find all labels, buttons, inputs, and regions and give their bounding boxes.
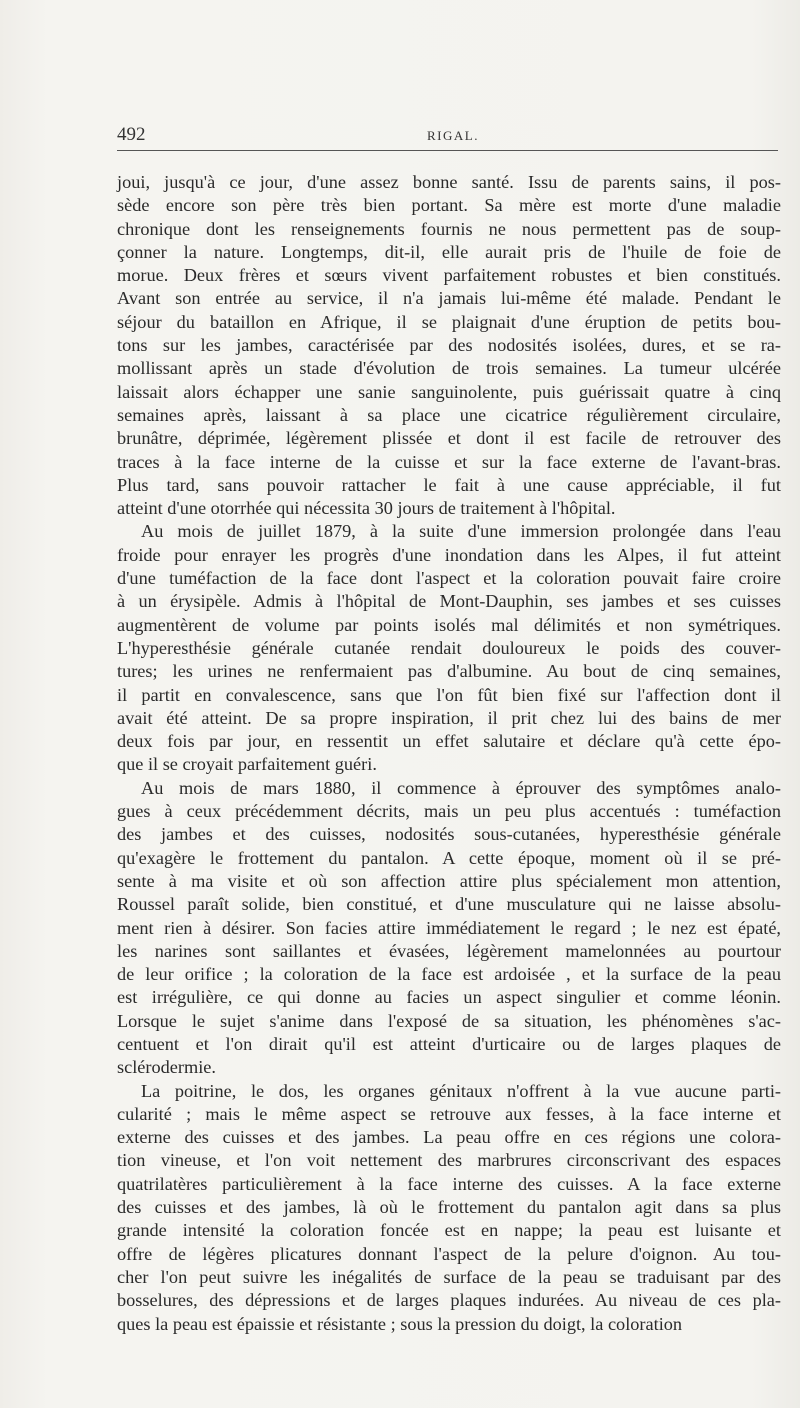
text-line: atteint d'une otorrhée qui nécessita 30 jours de traitement à l'hôpital. bbox=[117, 498, 616, 519]
body-text bbox=[117, 171, 781, 1336]
text-line: centuent et l'on dirait qu'il est atteint d'urticaire ou de larges plaques de bbox=[117, 1033, 781, 1054]
text-line: laissait alors échapper une sanie sanguinolente, puis guérissait quatre à cinq bbox=[117, 381, 781, 402]
text-line: sède encore son père très bien portant. Sa mère est morte d'une maladie bbox=[117, 195, 781, 216]
text-line: de leur orifice ; la coloration de la face est ardoisée , et la surface de la peau bbox=[117, 964, 781, 985]
text-line: joui, jusqu'à ce jour, d'une assez bonne santé. Issu de parents sains, il pos- bbox=[117, 172, 781, 192]
text-line: brunâtre, déprimée, légèrement plissée et dont il est facile de retrouver des bbox=[117, 428, 781, 449]
text-line: les narines sont saillantes et évasées, légèrement mamelonnées au pourtour bbox=[117, 940, 781, 961]
text-line: mollissant après un stade d'évolution de trois semaines. La tumeur ulcérée bbox=[117, 358, 781, 379]
text-line: deux fois par jour, en ressentit un effet salutaire et déclare qu'à cette épo- bbox=[117, 731, 781, 752]
text-line: tures; les urines ne renfermaient pas d'albumine. Au bout de cinq semaines, bbox=[117, 661, 781, 682]
text-line: Avant son entrée au service, il n'a jamais lui-même été malade. Pendant le bbox=[117, 288, 781, 309]
text-line: traces à la face interne de la cuisse et sur la face externe de l'avant-bras. bbox=[117, 451, 781, 472]
text-line: est irrégulière, ce qui donne au facies un aspect singulier et comme léonin. bbox=[117, 987, 781, 1008]
text-line: Au mois de mars 1880, il commence à éprouver des symptômes analo- bbox=[141, 777, 781, 798]
text-line: La poitrine, le dos, les organes génitaux n'offrent à la vue aucune parti- bbox=[141, 1080, 781, 1101]
text-line: ques la peau est épaissie et résistante ; sous la pression du doigt, la coloration bbox=[117, 1313, 683, 1334]
text-line: à un érysipèle. Admis à l'hôpital de Mont-Dauphin, ses jambes et ses cuisses bbox=[117, 591, 781, 612]
text-line: bosselures, des dépressions et de larges plaques indurées. Au niveau de ces pla- bbox=[117, 1290, 781, 1311]
paragraph bbox=[117, 171, 781, 520]
text-line: semaines après, laissant à sa place une cicatrice régulièrement circulaire, bbox=[117, 404, 781, 425]
text-line: offre de légères plicatures donnant l'aspect de la pelure d'oignon. Au tou- bbox=[117, 1243, 781, 1264]
text-line: externe des cuisses et des jambes. La peau offre en ces régions une colora- bbox=[117, 1127, 781, 1148]
text-line: chronique dont les renseignements fournis ne nous permettent pas de soup- bbox=[117, 218, 781, 239]
paragraph bbox=[117, 520, 781, 776]
text-line: qu'exagère le frottement du pantalon. A cette époque, moment où il se pré- bbox=[117, 847, 781, 868]
text-line: que il se croyait parfaitement guéri. bbox=[117, 754, 377, 775]
text-line: des jambes et des cuisses, nodosités sous-cutanées, hyperesthésie générale bbox=[117, 824, 781, 845]
paragraph bbox=[117, 777, 781, 1080]
text-line: augmentèrent de volume par points isolés mal délimités et non symétriques. bbox=[117, 614, 781, 635]
paragraph bbox=[117, 1080, 781, 1336]
text-line: ment rien à désirer. Son facies attire immédiatement le regard ; le nez est épaté, bbox=[117, 917, 781, 938]
text-line: çonner la nature. Longtemps, dit-il, elle aurait pris de l'huile de foie de bbox=[117, 241, 781, 262]
running-head: RIGAL. bbox=[427, 128, 479, 143]
text-line: tion vineuse, et l'on voit nettement des marbrures circonscrivant des espaces bbox=[117, 1150, 781, 1171]
text-line: grande intensité la coloration foncée est en nappe; la peau est luisante et bbox=[117, 1220, 781, 1241]
text-line: gues à ceux précédemment décrits, mais un peu plus accentués : tuméfaction bbox=[117, 801, 781, 822]
text-line: froide pour enrayer les progrès d'une inondation dans les Alpes, il fut atteint bbox=[117, 544, 781, 565]
text-line: sente à ma visite et où son affection attire plus spécialement mon attention, bbox=[117, 870, 781, 891]
text-line: Plus tard, sans pouvoir rattacher le fait à une cause appréciable, il fut bbox=[117, 474, 781, 495]
page-number: 492 bbox=[117, 124, 146, 145]
text-line: sclérodermie. bbox=[117, 1057, 216, 1078]
text-line: cularité ; mais le même aspect se retrouve aux fesses, à la face interne et bbox=[117, 1103, 781, 1124]
text-line: Au mois de juillet 1879, à la suite d'une immersion prolongée dans l'eau bbox=[141, 521, 781, 542]
text-line: il partit en convalescence, sans que l'on fût bien fixé sur l'affection dont il bbox=[117, 684, 781, 705]
text-line: Roussel paraît solide, bien constitué, et d'une musculature qui ne laisse absolu- bbox=[117, 894, 781, 915]
text-line: cher l'on peut suivre les inégalités de surface de la peau se traduisant par des bbox=[117, 1266, 781, 1287]
text-line: quatrilatères particulièrement à la face interne des cuisses. A la face externe bbox=[117, 1173, 781, 1194]
text-line: séjour du bataillon en Afrique, il se plaignait d'une éruption de petits bou- bbox=[117, 311, 781, 332]
header-rule bbox=[117, 150, 778, 151]
text-line: morue. Deux frères et sœurs vivent parfaitement robustes et bien constitués. bbox=[117, 265, 781, 286]
text-line: Lorsque le sujet s'anime dans l'exposé de sa situation, les phénomènes s'ac- bbox=[117, 1010, 781, 1031]
text-line: tons sur les jambes, caractérisée par des nodosités isolées, dures, et se ra- bbox=[117, 335, 781, 356]
text-line: avait été atteint. De sa propre inspiration, il prit chez lui des bains de mer bbox=[117, 707, 781, 728]
text-line: des cuisses et des jambes, là où le frottement du pantalon agit dans sa plus bbox=[117, 1197, 781, 1218]
text-line: d'une tuméfaction de la face dont l'aspect et la coloration pouvait faire croire bbox=[117, 568, 781, 589]
text-line: L'hyperesthésie générale cutanée rendait douloureux le poids des couver- bbox=[117, 637, 781, 658]
page-header bbox=[117, 124, 777, 150]
